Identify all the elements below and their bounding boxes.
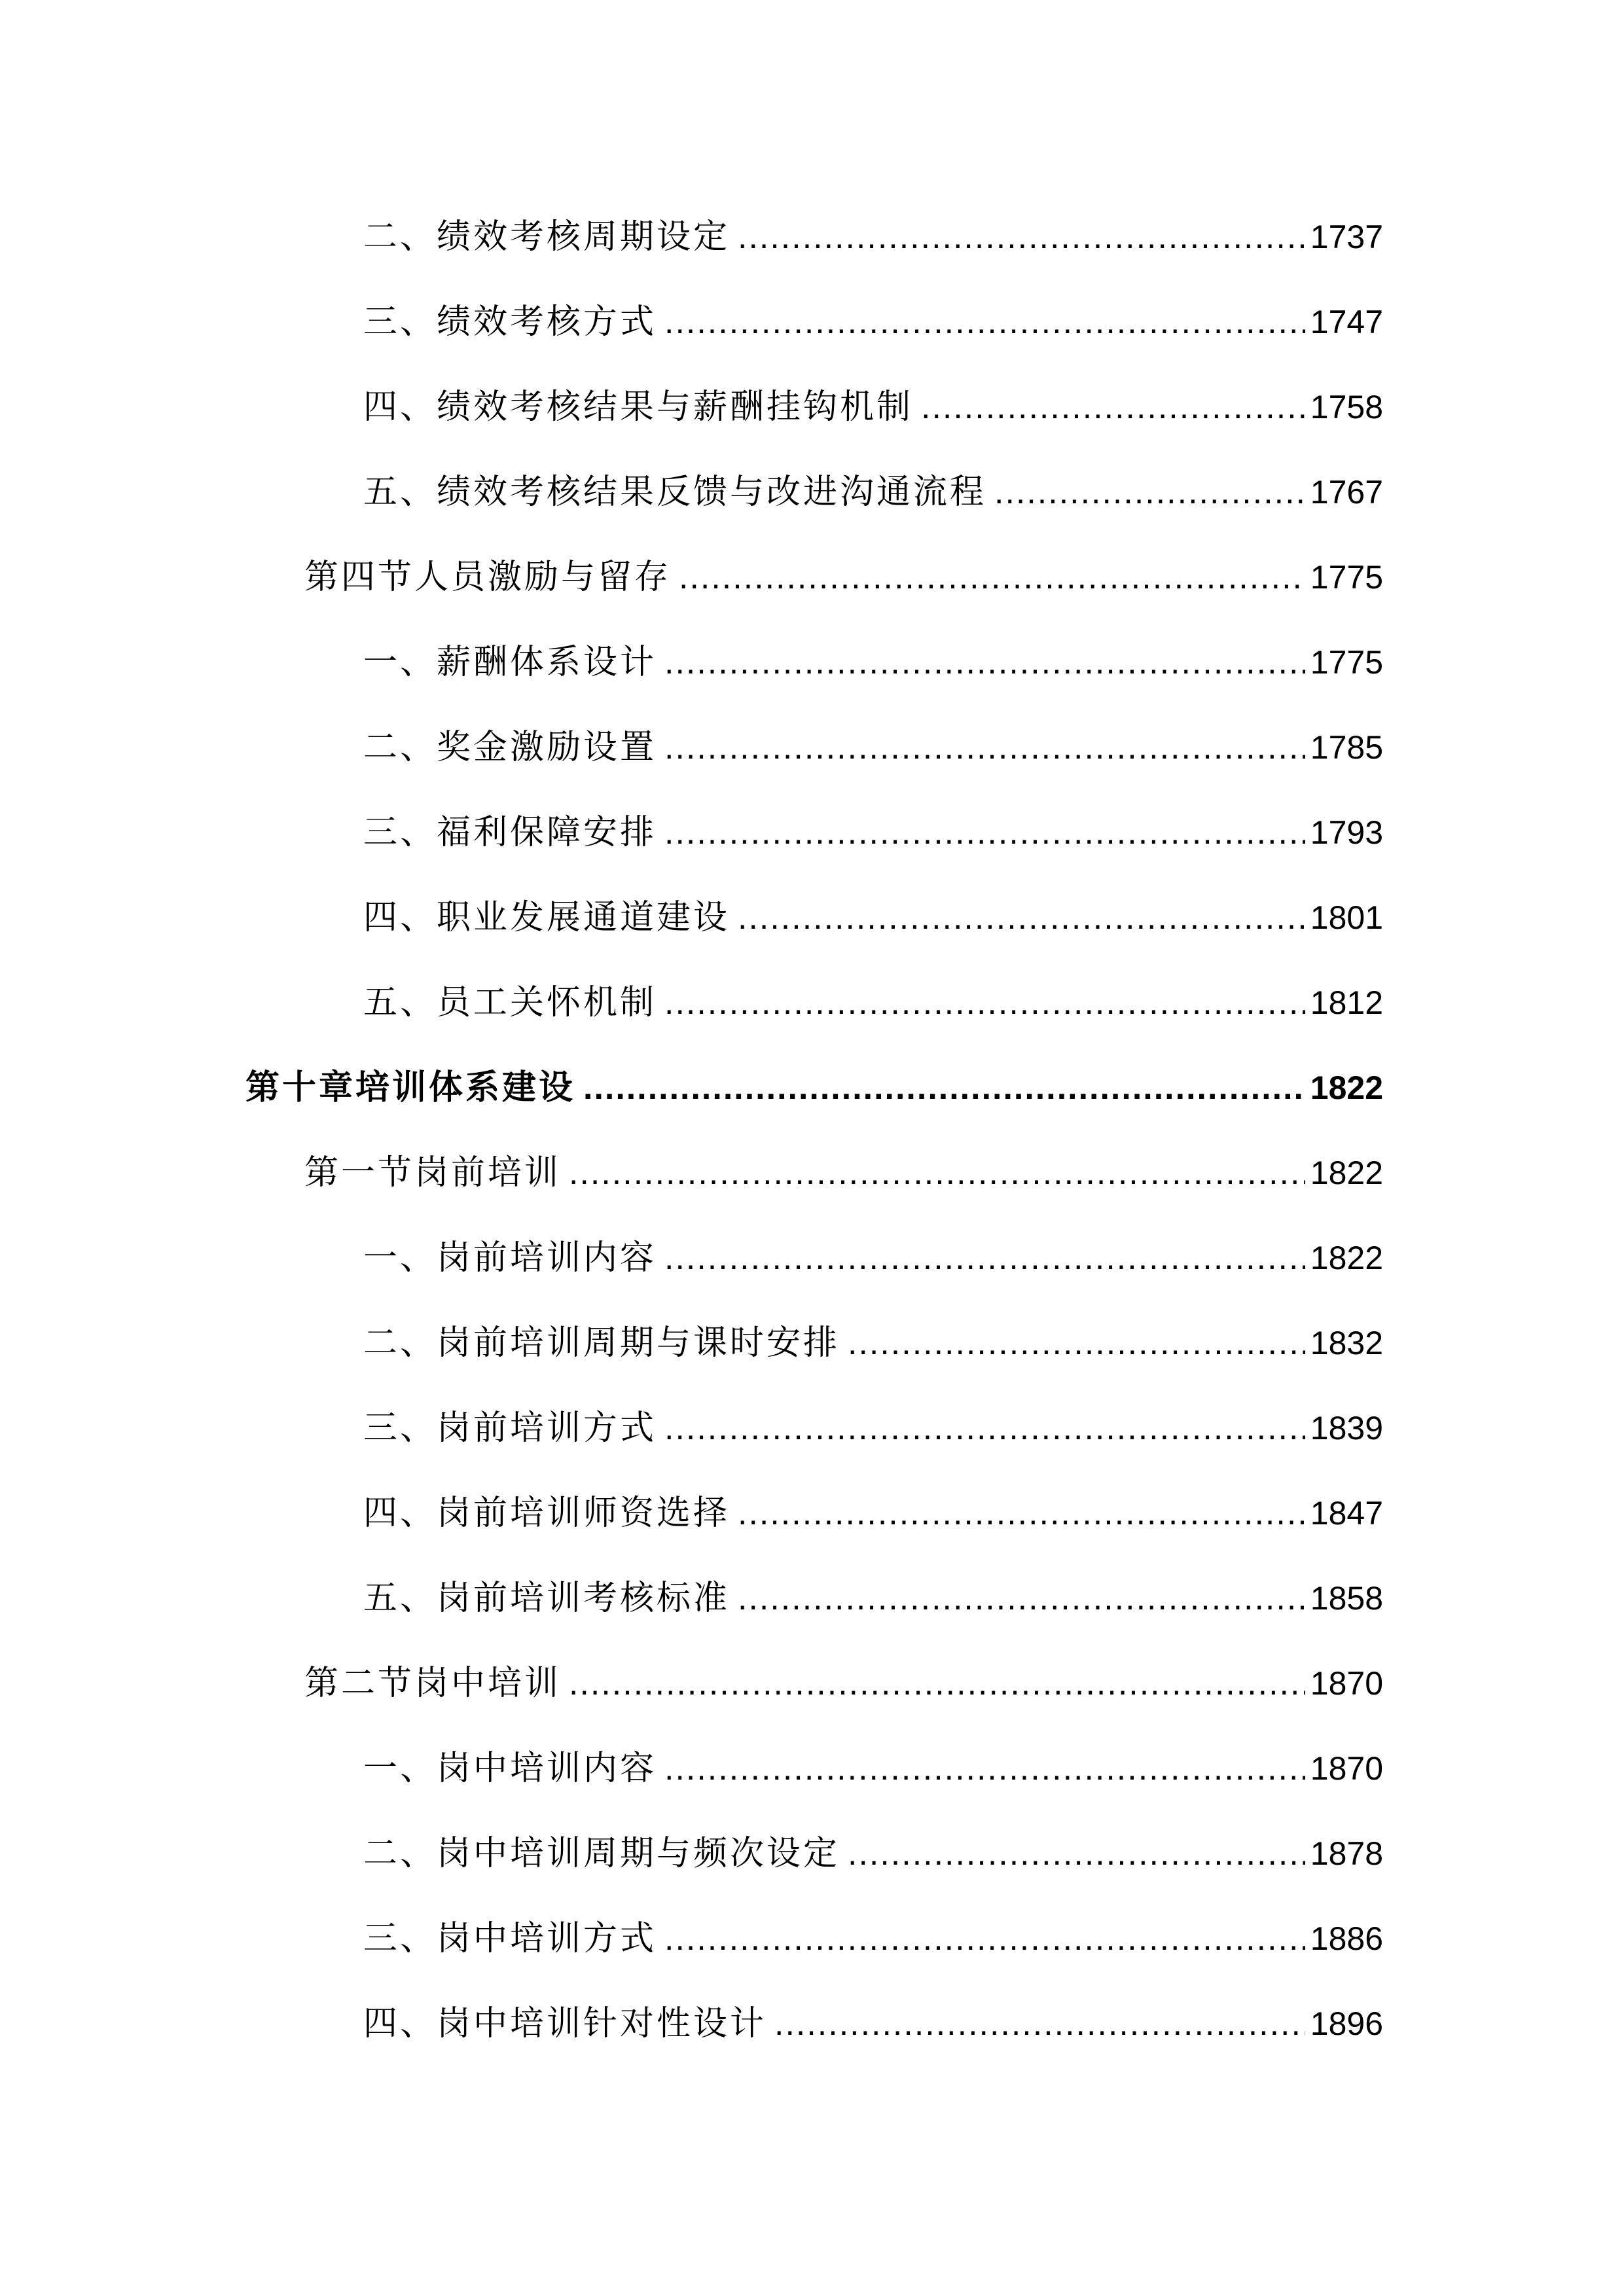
toc-entry-title: 四、岗前培训师资选择: [363, 1494, 731, 1533]
toc-entry-performance-cycle[interactable]: [363, 211, 1383, 263]
toc-entry-on-job-targeted-design[interactable]: [363, 1998, 1383, 2050]
toc-page-number: 1793: [1310, 814, 1383, 851]
toc-entry-pre-job-trainers[interactable]: [363, 1487, 1383, 1539]
toc-entry-pre-job-content[interactable]: [363, 1232, 1383, 1284]
toc-dot-leader: [569, 1657, 1305, 1710]
toc-section-pre-job-training[interactable]: [304, 1147, 1383, 1199]
toc-page-number: 1822: [1310, 1155, 1383, 1191]
toc-section-incentive-retention[interactable]: [304, 551, 1383, 603]
toc-page-number: 1858: [1310, 1580, 1383, 1617]
toc-chapter-training-system[interactable]: [245, 1062, 1383, 1114]
toc-page-number: 1747: [1310, 304, 1383, 340]
toc-dot-leader: [569, 1147, 1305, 1199]
toc-entry-title: 二、绩效考核周期设定: [363, 217, 731, 257]
toc-dot-leader: [664, 1402, 1305, 1454]
toc-entry-title: 四、绩效考核结果与薪酬挂钩机制: [363, 387, 914, 427]
toc-section-on-job-training[interactable]: [304, 1657, 1383, 1710]
toc-entry-bonus-incentive[interactable]: [363, 721, 1383, 774]
toc-page-number: 1832: [1310, 1325, 1383, 1361]
toc-page-number: 1801: [1310, 899, 1383, 936]
toc-entry-career-path[interactable]: [363, 891, 1383, 944]
toc-page-number: 1896: [1310, 2005, 1383, 2042]
toc-dot-leader: [664, 1912, 1305, 1965]
toc-dot-leader: [664, 721, 1305, 774]
toc-entry-title: 二、岗中培训周期与频次设定: [363, 1834, 840, 1873]
toc-entry-title: 一、岗中培训内容: [363, 1749, 657, 1788]
toc-entry-title: 四、职业发展通道建设: [363, 898, 731, 937]
toc-entry-title: 二、岗前培训周期与课时安排: [363, 1323, 840, 1363]
toc-entry-on-job-method[interactable]: [363, 1912, 1383, 1965]
toc-entry-pre-job-method[interactable]: [363, 1402, 1383, 1454]
toc-dot-leader: [921, 381, 1305, 433]
toc-page-number: 1822: [1310, 1069, 1383, 1106]
toc-entry-salary-system[interactable]: [363, 636, 1383, 689]
toc-entry-title: 五、员工关怀机制: [363, 983, 657, 1022]
toc-entry-welfare[interactable]: [363, 806, 1383, 859]
toc-entry-title: 第四节人员激励与留存: [304, 558, 672, 597]
toc-dot-leader: [664, 296, 1305, 348]
toc-entry-title: 四、岗中培训针对性设计: [363, 2004, 767, 2043]
toc-entry-title: 五、岗前培训考核标准: [363, 1579, 731, 1618]
toc-entry-pre-job-assessment[interactable]: [363, 1572, 1383, 1624]
toc-entry-pre-job-schedule[interactable]: [363, 1317, 1383, 1369]
toc-page-number: 1775: [1310, 559, 1383, 596]
toc-dot-leader: [664, 806, 1305, 859]
toc-dot-leader: [679, 551, 1305, 603]
toc-page-number: 1878: [1310, 1835, 1383, 1872]
toc-page-number: 1785: [1310, 729, 1383, 766]
toc-entry-title: 一、岗前培训内容: [363, 1238, 657, 1278]
toc-page-number: 1758: [1310, 389, 1383, 425]
toc-entry-title: 三、岗中培训方式: [363, 1919, 657, 1958]
toc-entry-title: 第一节岗前培训: [304, 1153, 562, 1193]
toc-entry-title: 第二节岗中培训: [304, 1664, 562, 1703]
toc-page-number: 1870: [1310, 1750, 1383, 1787]
toc-dot-leader: [738, 1572, 1305, 1624]
toc-page-number: 1812: [1310, 984, 1383, 1021]
toc-dot-leader: [664, 636, 1305, 689]
toc-page-number: 1847: [1310, 1495, 1383, 1532]
toc-page-number: 1886: [1310, 1920, 1383, 1957]
toc-dot-leader: [664, 1742, 1305, 1795]
toc-entry-title: 三、福利保障安排: [363, 813, 657, 852]
toc-page-number: 1822: [1310, 1240, 1383, 1276]
toc-entry-title: 第十章培训体系建设: [245, 1068, 576, 1107]
toc-dot-leader: [738, 211, 1305, 263]
toc-dot-leader: [774, 1998, 1305, 2050]
toc-page-number: 1839: [1310, 1410, 1383, 1446]
toc-entry-title: 五、绩效考核结果反馈与改进沟通流程: [363, 473, 987, 512]
toc-entry-on-job-content[interactable]: [363, 1742, 1383, 1795]
toc-entry-performance-pay-link[interactable]: [363, 381, 1383, 433]
toc-dot-leader: [994, 466, 1305, 518]
toc-page-number: 1737: [1310, 219, 1383, 255]
toc-entry-title: 三、岗前培训方式: [363, 1408, 657, 1448]
toc-dot-leader: [583, 1062, 1305, 1114]
toc-dot-leader: [738, 891, 1305, 944]
toc-dot-leader: [664, 1232, 1305, 1284]
toc-entry-title: 三、绩效考核方式: [363, 302, 657, 342]
toc-entry-employee-care[interactable]: [363, 977, 1383, 1029]
toc-entry-performance-method[interactable]: [363, 296, 1383, 348]
toc-page-number: 1767: [1310, 474, 1383, 511]
toc-page-number: 1775: [1310, 644, 1383, 681]
toc-dot-leader: [848, 1317, 1305, 1369]
toc-dot-leader: [738, 1487, 1305, 1539]
toc-entry-on-job-frequency[interactable]: [363, 1827, 1383, 1880]
toc-dot-leader: [664, 977, 1305, 1029]
toc-entry-title: 一、薪酬体系设计: [363, 643, 657, 682]
toc-entry-title: 二、奖金激励设置: [363, 728, 657, 767]
toc-entry-performance-feedback[interactable]: [363, 466, 1383, 518]
toc-dot-leader: [848, 1827, 1305, 1880]
toc-page-number: 1870: [1310, 1665, 1383, 1702]
